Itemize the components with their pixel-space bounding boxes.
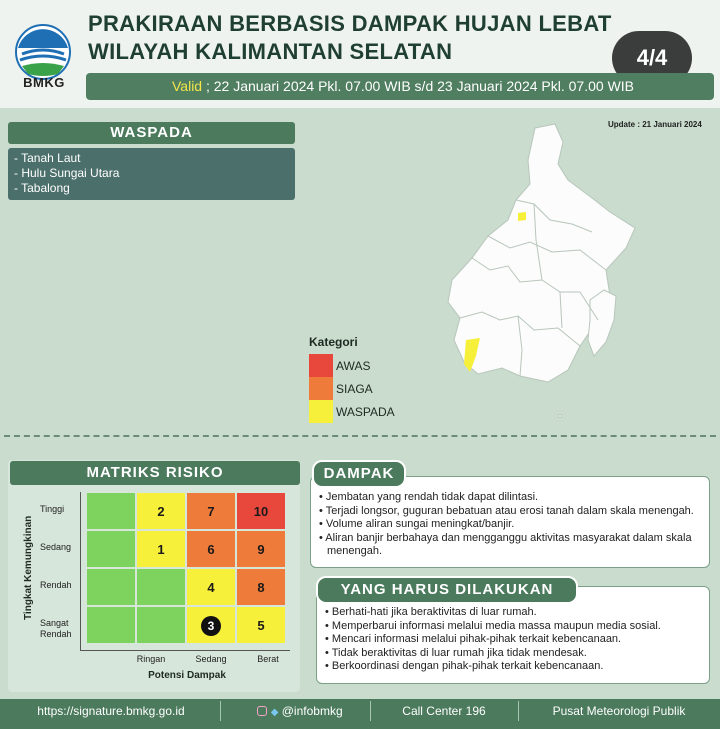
matrix-row-label: Rendah xyxy=(40,580,72,590)
matrix-cell: 2 xyxy=(136,492,186,530)
divider xyxy=(4,435,716,437)
highlight-circle: 3 xyxy=(201,616,221,636)
footer-separator xyxy=(370,701,371,721)
legend-label-siaga: SIAGA xyxy=(336,382,373,396)
footer-org: Pusat Meteorologi Publik xyxy=(552,704,686,718)
list-item: • Terjadi longsor, guguran bebatuan atau erosi tanah dalam skala menengah. xyxy=(319,504,694,517)
map-highlight-north xyxy=(518,212,526,221)
list-item: • Volume aliran sungai meningkat/banjir. xyxy=(319,518,515,530)
page-badge: 4/4 xyxy=(612,31,692,85)
matrix-title: MATRIKS RISIKO xyxy=(10,461,300,485)
title-line-2: WILAYAH KALIMANTAN SELATAN xyxy=(88,39,453,64)
logo-text: BMKG xyxy=(23,75,65,90)
dilakukan-list xyxy=(325,606,703,674)
footer-website[interactable]: https://signature.bmkg.go.id xyxy=(37,704,185,718)
list-item: • Tidak beraktivitas di luar rumah jika tidak mendesak. xyxy=(325,646,587,659)
list-item: - Hulu Sungai Utara xyxy=(14,166,120,180)
kalsel-map xyxy=(430,120,640,430)
legend-label-awas: AWAS xyxy=(336,359,371,373)
matrix-col-label: Ringan xyxy=(136,654,166,664)
list-item: • Berkoordinasi dengan pihak-pihak terkait kebencanaan. xyxy=(325,660,604,672)
legend-swatch-waspada xyxy=(309,400,333,423)
twitter-icon: ◆ xyxy=(270,707,279,718)
dampak-title: DAMPAK xyxy=(312,460,406,488)
dampak-box xyxy=(310,476,710,568)
legend-title: Kategori xyxy=(309,335,358,349)
legend-swatch-siaga xyxy=(309,377,333,400)
matrix-col-label: Berat xyxy=(257,654,279,664)
matrix-x-axis-line xyxy=(80,650,290,651)
page-title xyxy=(88,10,612,66)
list-item: - Tanah Laut xyxy=(14,151,81,165)
footer-separator xyxy=(518,701,519,721)
footer-separator xyxy=(220,701,221,721)
instagram-icon xyxy=(257,706,267,716)
footer-social-handle: @infobmkg xyxy=(281,704,343,718)
matrix-cell xyxy=(86,606,136,644)
matrix-row-label: Sangat Rendah xyxy=(40,618,72,639)
footer-social[interactable] xyxy=(236,699,364,723)
matrix-cell: 1 xyxy=(136,530,186,568)
list-item: • Mencari informasi melalui pihak-pihak terkait kebencanaan. xyxy=(325,633,622,645)
matrix-cell: 4 xyxy=(186,568,236,606)
matrix-cell: 5 xyxy=(236,606,286,644)
update-date: Update : 21 Januari 2024 xyxy=(608,120,702,129)
footer-call-center: Call Center 196 xyxy=(402,704,486,718)
matrix-row-label: Tinggi xyxy=(40,504,65,514)
legend-swatch-awas xyxy=(309,354,333,377)
valid-word: Valid xyxy=(172,78,203,94)
matrix-cell: 8 xyxy=(236,568,286,606)
matrix-y-axis-line xyxy=(80,492,81,650)
matrix-cell: 9 xyxy=(236,530,286,568)
matrix-cell-highlighted xyxy=(186,606,236,644)
matrix-cell xyxy=(86,568,136,606)
matrix-cell xyxy=(136,568,186,606)
legend-label-waspada: WASPADA xyxy=(336,405,395,419)
waspada-title: WASPADA xyxy=(8,122,295,144)
matrix-y-axis-label: Tingkat Kemungkinan xyxy=(23,515,34,620)
matrix-cell: 7 xyxy=(186,492,236,530)
dilakukan-title: YANG HARUS DILAKUKAN xyxy=(316,576,578,604)
matrix-cell: 10 xyxy=(236,492,286,530)
list-item: • Berhati-hati jika beraktivitas di luar rumah. xyxy=(325,606,537,618)
dampak-list xyxy=(319,491,703,559)
waspada-list xyxy=(8,148,295,200)
matrix-cell xyxy=(86,492,136,530)
list-item: - Tabalong xyxy=(14,181,70,195)
matrix-cell: 6 xyxy=(186,530,236,568)
list-item: • Jembatan yang rendah tidak dapat dilintasi. xyxy=(319,491,539,503)
matrix-col-label: Sedang xyxy=(195,654,227,664)
valid-bar xyxy=(86,73,714,100)
title-line-1: PRAKIRAAN BERBASIS DAMPAK HUJAN LEBAT xyxy=(88,11,612,36)
list-item: • Aliran banjir berbahaya dan mengganggu aktivitas masyarakat dalam skala menengah. xyxy=(319,531,692,557)
matrix-row-label: Sedang xyxy=(40,542,72,552)
footer xyxy=(0,699,720,729)
valid-period: ; 22 Januari 2024 Pkl. 07.00 WIB s/d 23 Januari 2024 Pkl. 07.00 WIB xyxy=(202,78,635,94)
matrix-x-axis-label: Potensi Dampak xyxy=(148,670,226,681)
matrix-cell xyxy=(136,606,186,644)
list-item: • Memperbarui informasi melalui media massa maupun media sosial. xyxy=(325,619,661,632)
matrix-cell xyxy=(86,530,136,568)
